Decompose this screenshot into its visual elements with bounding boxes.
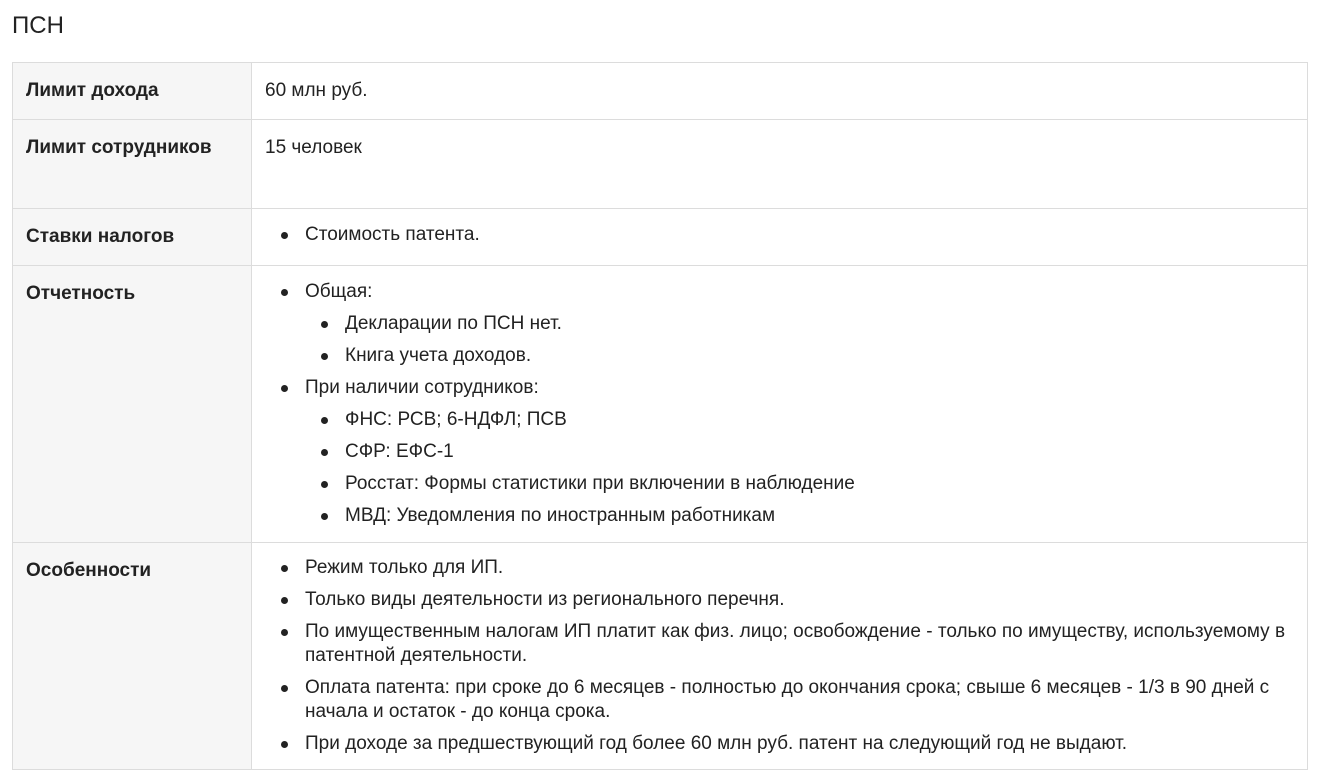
tax-rates-list — [265, 219, 1293, 251]
list-item: Оплата патента: при сроке до 6 месяцев - полностью до окончания срока; свыше 6 месяцев - 1/3 в 90 дней с начала и остаток - до конца срока. — [305, 672, 1293, 728]
list-item: Росстат: Формы статистики при включении в наблюдение — [345, 468, 1293, 500]
table-row-tax-rates — [13, 209, 1308, 266]
reporting-employees-sublist — [305, 404, 1293, 532]
features-list — [265, 552, 1293, 760]
list-item: Только виды деятельности из регионального перечня. — [305, 584, 1293, 616]
regime-table — [12, 62, 1308, 770]
table-row-employee-limit — [13, 120, 1308, 209]
list-item: СФР: ЕФС-1 — [345, 436, 1293, 468]
list-item: Декларации по ПСН нет. — [345, 308, 1293, 340]
list-item — [305, 372, 1293, 532]
page-title: ПСН — [12, 12, 64, 39]
income-limit-label: Лимит дохода — [13, 63, 252, 120]
features-value — [252, 543, 1308, 770]
employee-limit-value: 15 человек — [252, 120, 1308, 209]
reporting-general-label: Общая: — [305, 281, 373, 302]
table-row-income-limit — [13, 63, 1308, 120]
tax-rates-value — [252, 209, 1308, 266]
reporting-list — [265, 276, 1293, 532]
list-item: МВД: Уведомления по иностранным работникам — [345, 500, 1293, 532]
employee-limit-label: Лимит сотрудников — [13, 120, 252, 209]
list-item — [305, 276, 1293, 372]
tax-rates-label: Ставки налогов — [13, 209, 252, 266]
reporting-label: Отчетность — [13, 266, 252, 543]
table-row-reporting — [13, 266, 1308, 543]
income-limit-value: 60 млн руб. — [252, 63, 1308, 120]
list-item: ФНС: РСВ; 6-НДФЛ; ПСВ — [345, 404, 1293, 436]
list-item: По имущественным налогам ИП платит как физ. лицо; освобождение - только по имуществу, используемому в патентной деятельности. — [305, 616, 1293, 672]
features-label: Особенности — [13, 543, 252, 770]
list-item: Режим только для ИП. — [305, 552, 1293, 584]
list-item: При доходе за предшествующий год более 60 млн руб. патент на следующий год не выдают. — [305, 728, 1293, 760]
reporting-general-sublist — [305, 308, 1293, 372]
list-item: Стоимость патента. — [305, 219, 1293, 251]
table-row-features — [13, 543, 1308, 770]
list-item: Книга учета доходов. — [345, 340, 1293, 372]
reporting-employees-label: При наличии сотрудников: — [305, 377, 539, 398]
reporting-value — [252, 266, 1308, 543]
